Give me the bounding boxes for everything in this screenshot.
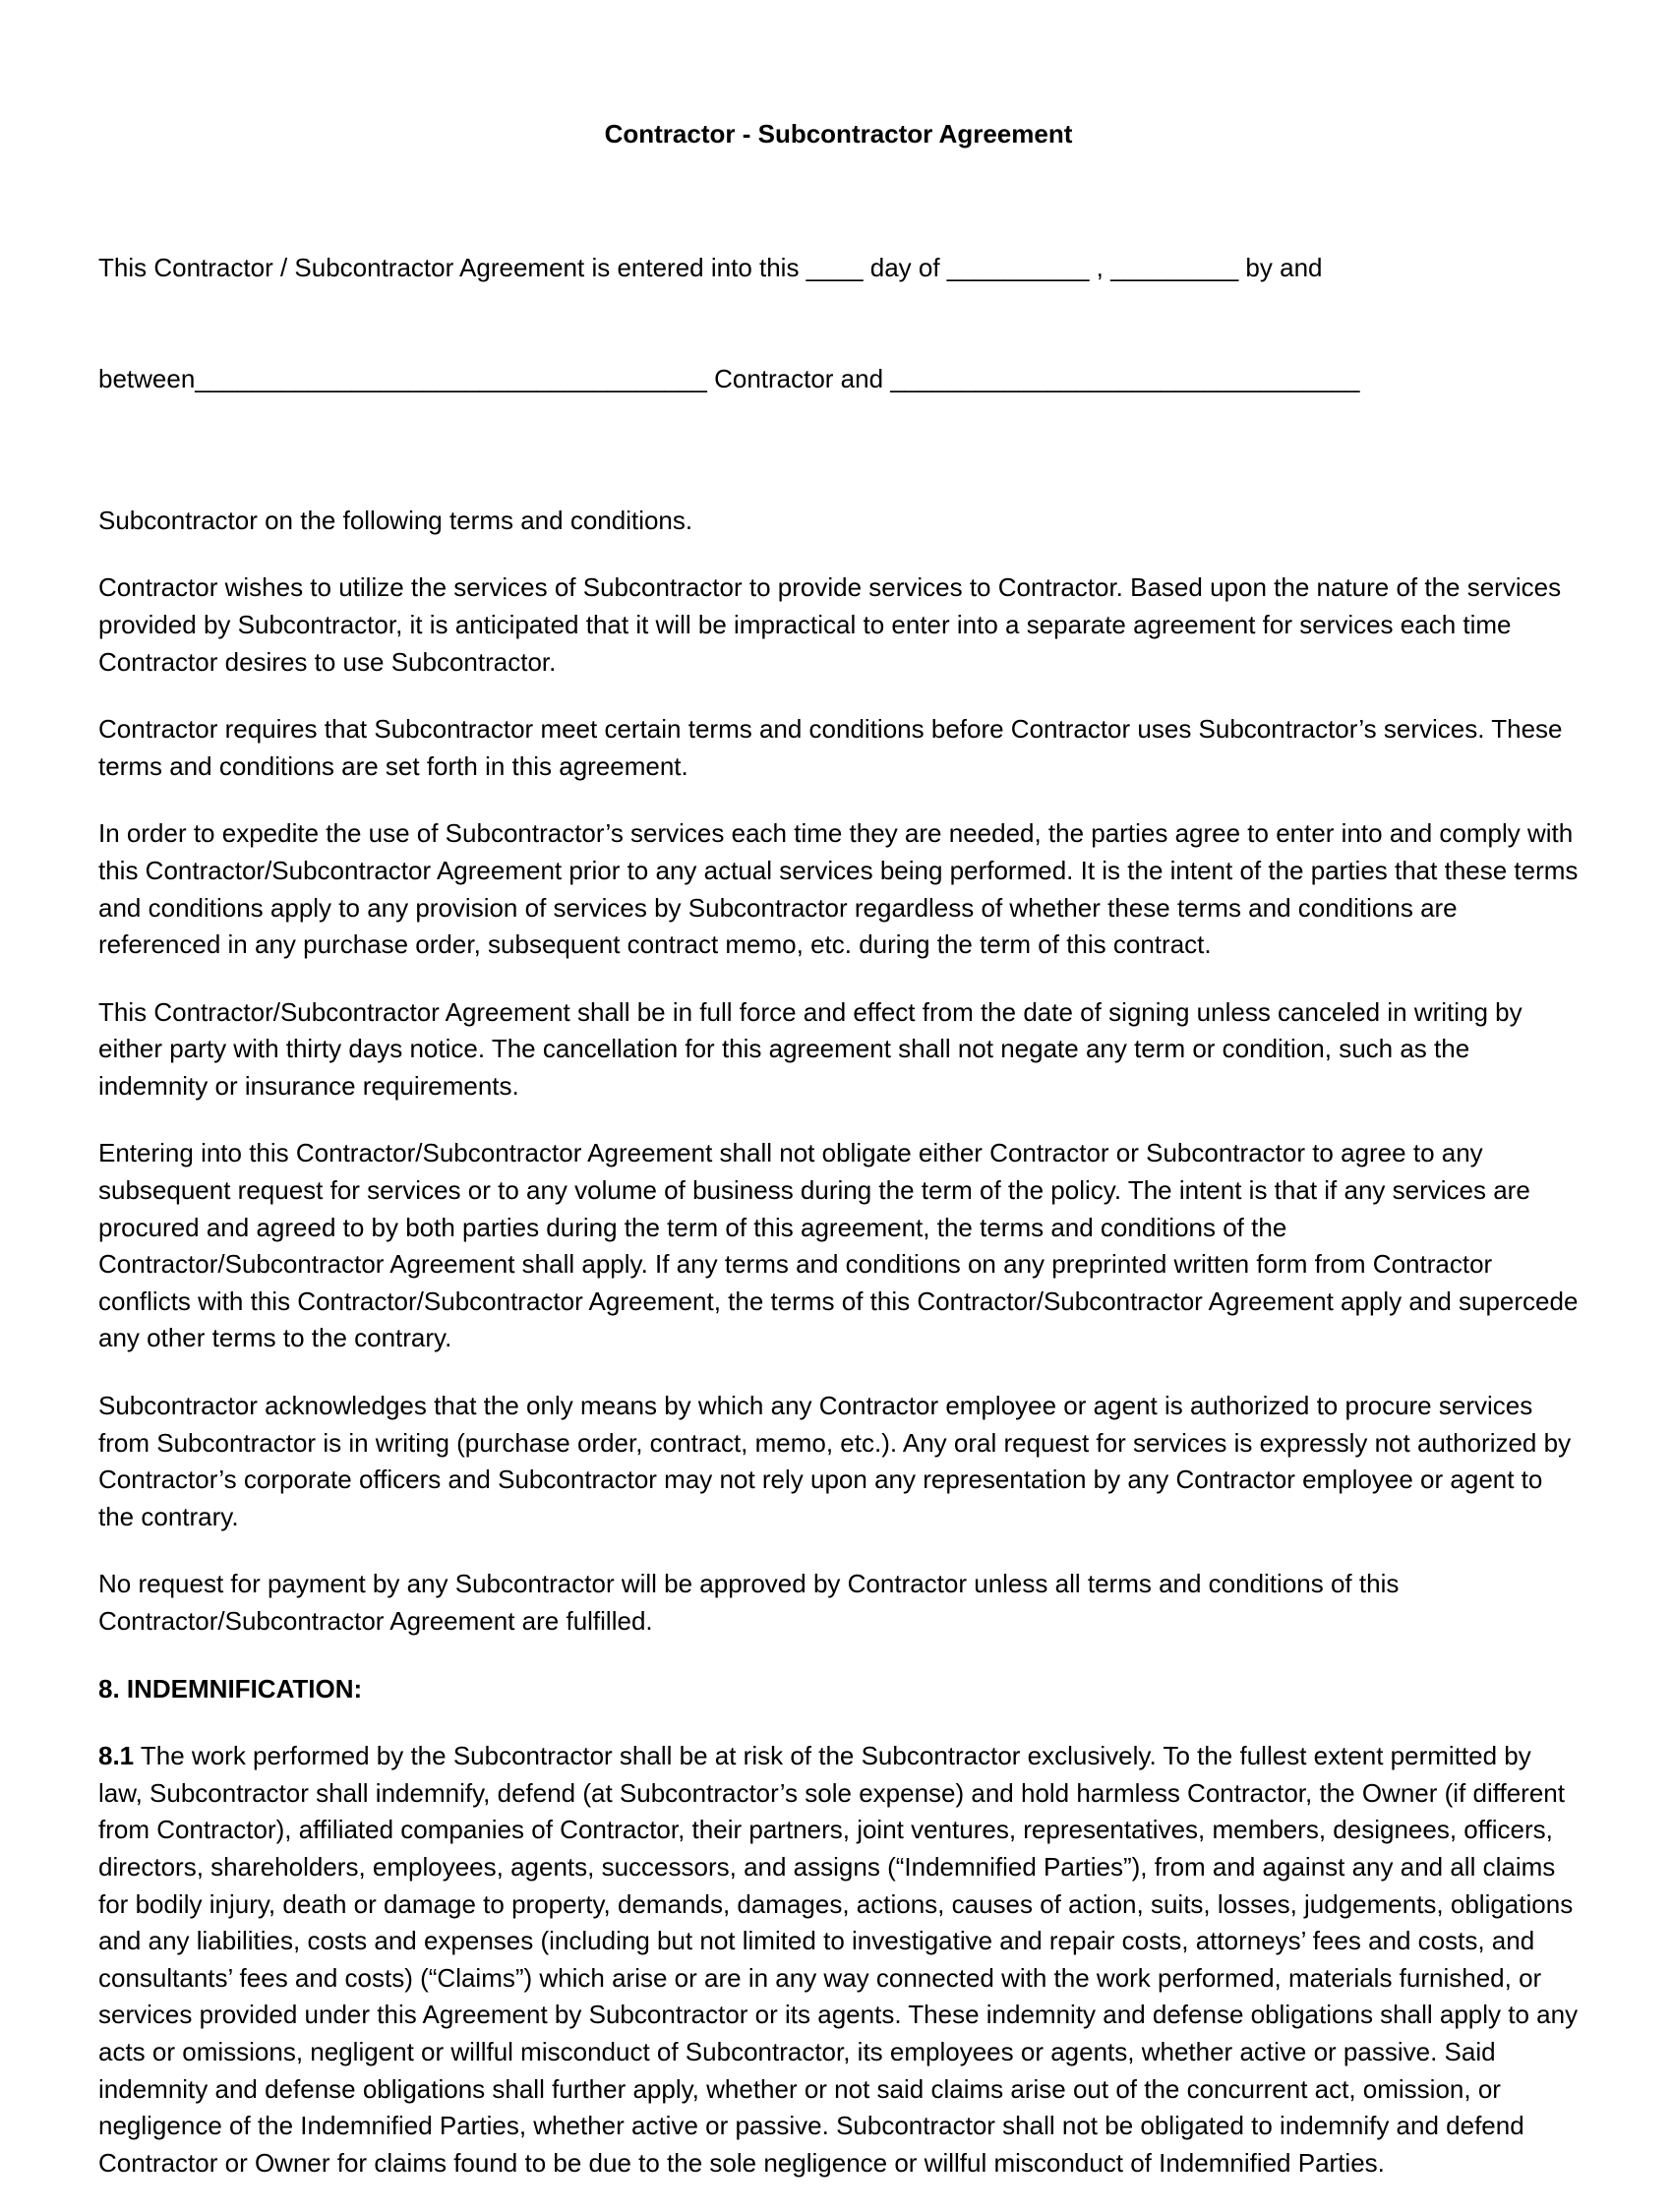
clause-text: The work performed by the Subcontractor shall be at risk of the Subcontractor exclusively. To the fullest extent permitted by law, Subcontractor shall indemnify, defend (at Subcontractor’s sole expense) and hold harmless Contractor, the Owner (if different from Contractor), affiliated companies of Contractor, their partners, joint ventures, representatives, members, designees, officers, directors, shareholders, employees, agents, successors, and assigns (“Indemnified Parties”), from and against any and all claims for bodily injury, death or damage to property, demands, damages, actions, causes of action, suits, losses, judgements, obligations and any liabilities, costs and expenses (including but not limited to investigative and repair costs, attorneys’ fees and costs, and consultants’ fees and costs) (“Claims”) which arise or are in any way connected with the work performed, materials furnished, or services provided under this Agreement by Subcontractor or its agents. These indemnity and defense obligations shall apply to any acts or omissions, negligent or willful misconduct of Subcontractor, its employees or agents, whether active or passive. Said indemnity and defense obligations shall further apply, whether or not said claims arise out of the concurrent act, omission, or negligence of the Indemnified Parties, whether active or passive. Subcontractor shall not be obligated to indemnify and defend Contractor or Owner for claims found to be due to the sole negligence or willful misconduct of Indemnified Parties. xyxy=(98,1741,1579,2178)
clause-8-1 xyxy=(98,1738,1579,2182)
paragraph-requirements: Contractor requires that Subcontractor meet certain terms and conditions before Contractor uses Subcontractor’s services. These terms and conditions are set forth in this agreement. xyxy=(98,714,1563,781)
paragraph-payment: No request for payment by any Subcontractor will be approved by Contractor unless all terms and conditions of this Contractor/Subcontractor Agreement are fulfilled. xyxy=(98,1569,1400,1636)
paragraph-authorization: Subcontractor acknowledges that the only means by which any Contractor employee or agent is authorized to procure services from Subcontractor is in writing (purchase order, contract, memo, etc.). Any oral request for services is expressly not authorized by Contractor’s corporate officers and Subcontractor may not rely upon any representation by any Contractor employee or agent to the contrary. xyxy=(98,1391,1572,1531)
intro-line-2: between____________________________________ Contractor and _________________________________ xyxy=(98,363,1360,393)
paragraph-services: Contractor wishes to utilize the services of Subcontractor to provide services to Contractor. Based upon the nature of the services provided by Subcontractor, it is anticipated that it will be impractical to enter into a separate agreement for services each time Contractor desires to use Subcontractor. xyxy=(98,572,1562,677)
paragraph-term: This Contractor/Subcontractor Agreement shall be in full force and effect from the date of signing unless canceled in writing by either party with thirty days notice. The cancellation for this agreement shall not negate any term or condition, such as the indemnity or insurance requirements. xyxy=(98,996,1523,1101)
clause-number: 8.1 xyxy=(98,1741,135,1771)
section-heading-indemnification: 8. INDEMNIFICATION: xyxy=(98,1673,363,1704)
paragraph-terms-intro: Subcontractor on the following terms and conditions. xyxy=(98,505,693,535)
intro-block xyxy=(98,176,1579,472)
paragraph-obligation: Entering into this Contractor/Subcontractor Agreement shall not obligate either Contractor or Subcontractor to agree to any subsequent request for services or to any volume of business during the term of the policy. The intent is that if any services are procured and agreed to by both parties during the term of this agreement, the terms and conditions of the Contractor/Subcontractor Agreement shall apply. If any terms and conditions on any preprinted written form from Contractor conflicts with this Contractor/Subcontractor Agreement, the terms of this Contractor/Subcontractor Agreement apply and supercede any other terms to the contrary. xyxy=(98,1138,1579,1353)
paragraph-expedite: In order to expedite the use of Subcontractor’s services each time they are needed, the parties agree to enter into and comply with this Contractor/Subcontractor Agreement prior to any actual services being performed. It is the intent of the parties that these terms and conditions apply to any provision of services by Subcontractor regardless of whether these terms and conditions are referenced in any purchase order, subsequent contract memo, etc. during the term of this contract. xyxy=(98,818,1579,960)
document-title: Contractor - Subcontractor Agreement xyxy=(604,119,1073,149)
intro-line-1: This Contractor / Subcontractor Agreement is entered into this ____ day of __________ , _________ by and xyxy=(98,253,1323,283)
document-body xyxy=(98,116,1579,2212)
